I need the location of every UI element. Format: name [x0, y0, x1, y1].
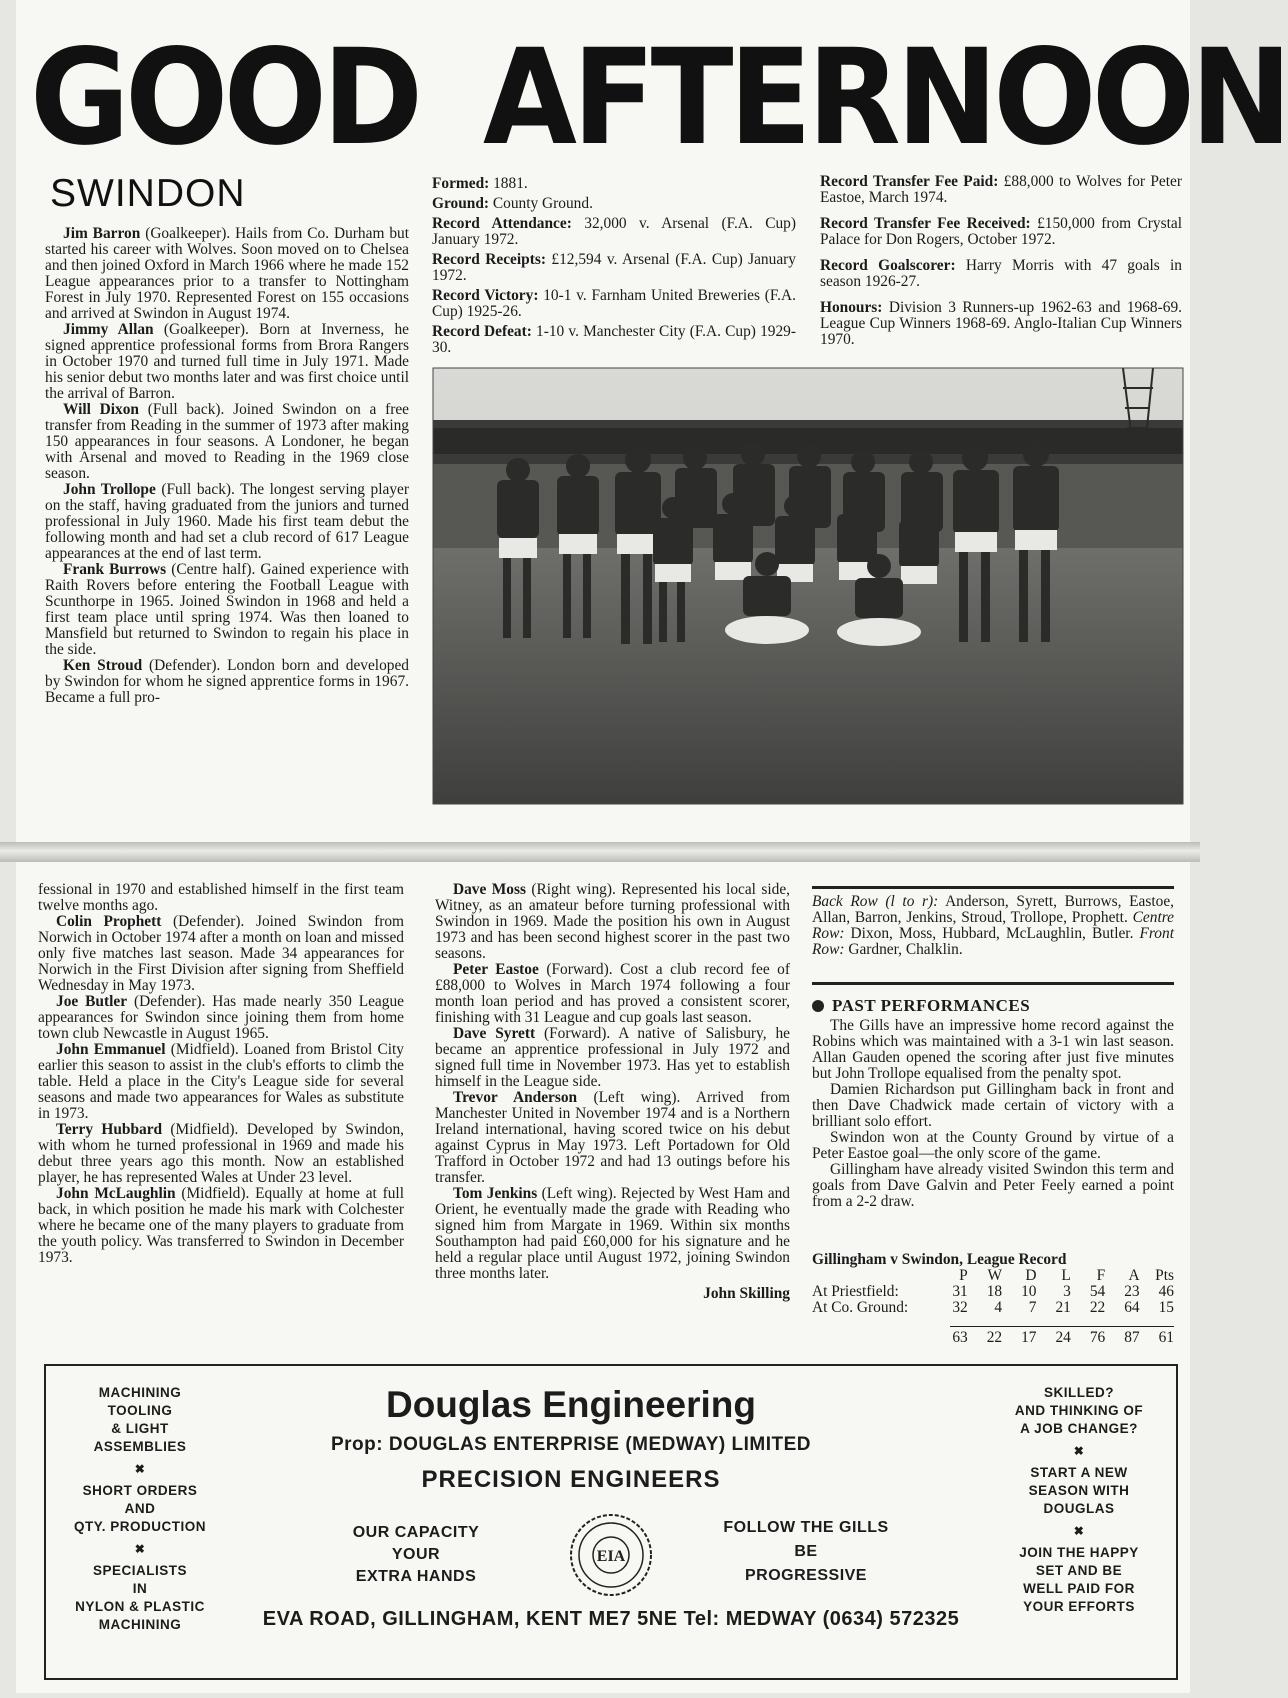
row-label: At Co. Ground:: [812, 1299, 909, 1316]
ad-services-list: [56, 1384, 224, 1634]
ad-line: BE: [794, 1543, 818, 1560]
player-entry: [38, 1042, 404, 1122]
player-entry: [435, 1026, 790, 1090]
past-performances-text: [812, 1018, 1174, 1210]
player-name: Ken Stroud: [63, 657, 143, 674]
player-name: John Trollope: [63, 481, 156, 498]
past-paragraph: Swindon won at the County Ground by virtue of a Peter Eastoe goal—the only score of the game.: [812, 1129, 1174, 1162]
ad-line: QTY. PRODUCTION: [73, 1519, 206, 1534]
record-label: Record Transfer Fee Received:: [820, 215, 1031, 232]
record-line: [820, 216, 1182, 248]
ad-line: DOUGLAS: [1043, 1501, 1115, 1516]
past-paragraph: Damien Richardson put Gillingham back in front and then Dave Chadwick made certain of victory with a brilliant solo effort.: [812, 1081, 1174, 1130]
headline: [30, 21, 1288, 175]
table-cell: 46: [1158, 1283, 1174, 1300]
caption-centre-names: Dixon, Moss, Hubbard, McLaughlin, Butler.: [844, 925, 1134, 942]
team-photo: [433, 368, 1183, 804]
row-label: At Priestfield:: [812, 1283, 899, 1300]
record-value: Division 3 Runners-up 1962-63 and 1968-69. League Cup Winners 1968-69. Anglo-Italian Cup Winners 1970.: [820, 299, 1182, 348]
player-bio: (Defender). London born and developed by Swindon for whom he signed apprentice forms in 1967. Became a full pro-: [45, 657, 409, 706]
players-column-2: [38, 882, 404, 1266]
player-bio: (Midfield). Developed by Swindon, with whom he turned professional in 1969 and made his debut three years ago this month. Now an established player, he has represented Wales at Under 23 level.: [38, 1121, 405, 1186]
player-bio: (Full back). Joined Swindon on a free transfer from Reading in the summer of 1973 after making 150 appearances in four seasons. A Londoner, he began with Arsenal and moved to Reading in the 1969 close season.: [45, 401, 409, 482]
ad-capacity-text: [316, 1522, 516, 1588]
total-cell: 76: [1089, 1329, 1106, 1346]
caption-rule-bottom: [812, 982, 1174, 985]
ad-follow-text: [706, 1516, 906, 1588]
player-name: Tom Jenkins: [453, 1185, 538, 1202]
player-bio: (Left wing). Rejected by West Ham and Orient, he eventually made the grade with Reading who signed him from Margate in 1969. Within six months Southampton had paid £60,000 for his signature and he held a regular place until August 1972, joining Swindon three months later.: [435, 1185, 790, 1282]
league-record-title: Gillingham v Swindon, League Record: [812, 1251, 1067, 1268]
totals-rule: [950, 1326, 1174, 1327]
author-byline: John Skilling: [703, 1285, 790, 1302]
ad-line: YOUR EFFORTS: [1023, 1599, 1135, 1614]
fact-value: 10-1 v. Farnham United Breweries (F.A. Cup) 1925-26.: [432, 287, 796, 320]
ad-line: MACHINING: [98, 1617, 182, 1632]
fact-line: [432, 176, 796, 192]
fact-value: County Ground.: [489, 195, 593, 212]
ad-line: NYLON & PLASTIC: [75, 1599, 205, 1614]
player-name: Will Dixon: [63, 401, 139, 418]
ad-address: EVA ROAD, GILLINGHAM, KENT ME7 5NE Tel: MEDWAY (0634) 572325: [262, 1608, 960, 1630]
fact-line: [432, 288, 796, 320]
ad-line: IN: [132, 1581, 148, 1596]
player-bio: (Right wing). Represented his local side, Witney, as an amateur before turning professional with Swindon in 1969. Made the position his own in August 1973 and has been second highest scorer in the past two seasons.: [435, 881, 790, 962]
player-bio: (Midfield). Loaned from Bristol City earlier this season to assist in the club's efforts to climb the table. Held a place in the City's League side for several seasons and made two appearances for Wales as substitute in 1973.: [38, 1041, 404, 1122]
player-entry: [435, 1186, 790, 1282]
ad-line: SHORT ORDERS: [82, 1483, 198, 1498]
player-name: John McLaughlin: [56, 1185, 176, 1202]
column-header: L: [1061, 1267, 1071, 1284]
player-entry: [38, 1122, 404, 1186]
table-cell: 21: [1055, 1299, 1071, 1316]
total-cell: 61: [1158, 1329, 1174, 1346]
ad-line: JOIN THE HAPPY: [1019, 1545, 1139, 1560]
table-header-row: [812, 1268, 1174, 1284]
player-entry: [45, 226, 409, 322]
ad-line: SEASON WITH: [1028, 1483, 1130, 1498]
record-value: £88,000 to Wolves for Peter Eastoe, March 1974.: [820, 173, 1182, 206]
fact-label: Record Victory:: [432, 287, 539, 304]
player-name: John Emmanuel: [56, 1041, 166, 1058]
ad-recruitment-list: [994, 1384, 1164, 1616]
record-line: [820, 258, 1182, 290]
table-cell: 18: [986, 1283, 1003, 1300]
player-bio: (Left wing). Arrived from Manchester United in November 1974 and is a Northern Ireland international, having scored twice on his debut against Cyprus in May 1973. Left Portadown for Old Trafford in October 1972 and had 13 outings before his transfer.: [435, 1089, 790, 1186]
caption-back-label: Back Row (l to r):: [812, 893, 939, 910]
table-cell: 10: [1021, 1283, 1037, 1300]
player-entry: [435, 1090, 790, 1186]
ad-line: EXTRA HANDS: [355, 1568, 477, 1585]
caption-rule-top: [812, 886, 1174, 889]
ad-line: & LIGHT: [111, 1421, 169, 1436]
table-row: [812, 1300, 1174, 1316]
player-bio: (Full back). The longest serving player on the staff, having graduated from the juniors and turned professional in July 1960. Made his first team debut the following month and had set a club record of 617 League appearances at the end of last term.: [45, 481, 409, 562]
total-cell: 17: [1021, 1329, 1037, 1346]
table-cell: 64: [1124, 1299, 1140, 1316]
total-cell: 63: [952, 1329, 968, 1346]
ad-line: SPECIALISTS: [92, 1563, 187, 1578]
ad-tagline: PRECISION ENGINEERS: [421, 1466, 721, 1493]
ad-line: AND: [124, 1501, 156, 1516]
player-name: Dave Syrett: [453, 1025, 536, 1042]
record-line: [820, 174, 1182, 206]
column-header: F: [1096, 1267, 1106, 1284]
ad-line: FOLLOW THE GILLS: [723, 1519, 889, 1536]
douglas-engineering-advert: [44, 1364, 1178, 1680]
table-row: [812, 1284, 1174, 1300]
column-header: A: [1128, 1267, 1140, 1284]
ad-line: SKILLED?: [1044, 1385, 1114, 1400]
player-name: Joe Butler: [56, 993, 128, 1010]
player-bio: (Goalkeeper). Born at Inverness, he signed apprentice professional forms from Brora Rangers in October 1970 and turned full time in July 1971. Made his senior debut two months later and was first choice until the arrival of Barron.: [45, 321, 409, 402]
page-fold: [0, 842, 1200, 862]
player-name: Colin Prophett: [56, 913, 162, 930]
fact-line: [432, 324, 796, 356]
ad-line: PROGRESSIVE: [745, 1567, 867, 1584]
record-value: £150,000 from Crystal Palace for Don Rogers, October 1972.: [820, 215, 1183, 248]
table-cell: 22: [1089, 1299, 1106, 1316]
player-bio: (Goalkeeper). Hails from Co. Durham but started his career with Wolves. Soon moved on to Chelsea and then joined Oxford in March 1966 where he made 152 League appearances prior to a transfer to Nottingham Forest in July 1970. Represented Forest on 155 occasions and arrived at Swindon in August 1974.: [45, 225, 409, 322]
ad-proprietor: Prop: DOUGLAS ENTERPRISE (MEDWAY) LIMITED: [330, 1434, 812, 1455]
total-cell: 24: [1055, 1329, 1071, 1346]
ad-brand-name: Douglas Engineering: [385, 1384, 757, 1425]
player-bio: (Defender). Joined Swindon from Norwich in October 1974 after a month on loan and missed only five matches last season. Made 34 appearances for Norwich in the First Division after signing from Sheffield Wednesday in May 1973.: [38, 913, 404, 994]
table-cell: 4: [994, 1299, 1003, 1316]
headline-word-2: AFTERNOON: [482, 21, 1288, 175]
ad-line: SET AND BE: [1035, 1563, 1123, 1578]
table-cell: 7: [1028, 1299, 1037, 1316]
league-record-table: [812, 1268, 1174, 1346]
caption-front-names: Gardner, Chalklin.: [844, 941, 963, 958]
player-entry: [38, 1186, 404, 1266]
past-paragraph: The Gills have an impressive home record against the Robins which was maintained with a 3-1 win last season. Allan Gauden opened the scoring after just five minutes but John Trollope equalised from the penalty spot.: [812, 1017, 1174, 1082]
player-name: Terry Hubbard: [56, 1121, 163, 1138]
column-header: W: [987, 1267, 1003, 1284]
player-name: Trevor Anderson: [453, 1089, 578, 1106]
ad-line: YOUR: [391, 1546, 441, 1563]
fact-label: Record Defeat:: [432, 323, 532, 340]
player-bio: (Forward). Cost a club record fee of £88,000 to Wolves in March 1974 following a four month loan period and has proved a consistent scorer, finishing with 31 League and cup goals last season.: [435, 961, 790, 1026]
league-record: [812, 1252, 1174, 1346]
player-name: Jim Barron: [63, 225, 141, 242]
ad-line: AND THINKING OF: [1014, 1403, 1144, 1418]
team-title: SWINDON: [50, 172, 246, 215]
past-performances-heading: [812, 996, 1030, 1016]
table-cell: 32: [952, 1299, 968, 1316]
fact-value: 1881.: [489, 175, 528, 192]
table-cell: 23: [1124, 1283, 1140, 1300]
table-cell: 15: [1158, 1299, 1174, 1316]
fact-label: Record Attendance:: [432, 215, 572, 232]
player-bio: (Defender). Has made nearly 350 League appearances for Swindon since joining them from home town club Newcastle in August 1965.: [38, 993, 404, 1042]
fact-label: Formed:: [432, 175, 490, 192]
player-entry: [45, 658, 409, 706]
players-column-1: [45, 226, 409, 706]
separator-icon: ✖: [134, 1542, 146, 1556]
player-entry: [45, 322, 409, 402]
player-entry: [435, 882, 790, 962]
bullet-icon: [812, 1000, 824, 1012]
player-entry: [45, 482, 409, 562]
separator-icon: ✖: [1073, 1524, 1085, 1538]
totals-row: [812, 1316, 1174, 1346]
ad-line: ASSEMBLIES: [93, 1439, 187, 1454]
players-column-3: [435, 882, 790, 1302]
player-bio: (Centre half). Gained experience with Raith Rovers before entering the Football League with Scunthorpe in 1965. Joined Swindon in 1968 and held a first team place until spring 1974. Was then loaned to Mansfield but returned to Swindon to regain his place in the side.: [45, 561, 409, 658]
ad-line: MACHINING: [98, 1385, 182, 1400]
record-label: Record Goalscorer:: [820, 257, 956, 274]
fact-line: [432, 216, 796, 248]
separator-icon: ✖: [1073, 1444, 1085, 1458]
player-name: Frank Burrows: [63, 561, 167, 578]
team-photo-illustration: [433, 368, 1183, 804]
ad-line: A JOB CHANGE?: [1020, 1421, 1138, 1436]
player-bio: (Midfield). Equally at home at full back, in which position he made his mark with Colchester where he became one of the many players to graduate from the youth policy. Was transferred to Swindon in December 1973.: [38, 1185, 404, 1266]
player-name: Jimmy Allan: [63, 321, 154, 338]
ad-line: WELL PAID FOR: [1023, 1581, 1135, 1596]
column-header: Pts: [1155, 1267, 1174, 1284]
club-facts: [432, 176, 796, 360]
fact-value: 32,000 v. Arsenal (F.A. Cup) January 1972.: [432, 215, 796, 248]
separator-icon: ✖: [134, 1462, 146, 1476]
fact-line: [432, 252, 796, 284]
past-performances-title: PAST PERFORMANCES: [832, 996, 1031, 1015]
table-cell: 54: [1089, 1283, 1106, 1300]
fact-label: Record Receipts:: [432, 251, 546, 268]
player-entry: [38, 914, 404, 994]
column-header: P: [959, 1267, 968, 1284]
ad-line: START A NEW: [1030, 1465, 1128, 1480]
past-paragraph: Gillingham have already visited Swindon this term and goals from Dave Galvin and Peter Feely earned a point from a 2-2 draw.: [812, 1161, 1174, 1210]
fact-label: Ground:: [432, 195, 490, 212]
ad-line: OUR CAPACITY: [352, 1524, 480, 1541]
club-records: [820, 174, 1182, 358]
caption-front-label: Front Row:: [812, 925, 1174, 958]
fact-line: [432, 196, 796, 212]
ad-line: TOOLING: [107, 1403, 173, 1418]
fact-value: £12,594 v. Arsenal (F.A. Cup) January 1972.: [432, 251, 796, 284]
player-entry: [45, 562, 409, 658]
player-bio: (Forward). A native of Salisbury, he became an apprentice professional in July 1972 and signed full time in November 1973. Has yet to establish himself in the League side.: [435, 1025, 790, 1090]
headline-word-1: GOOD: [30, 21, 419, 175]
table-cell: 3: [1063, 1283, 1071, 1300]
record-value: Harry Morris with 47 goals in season 1926-27.: [820, 257, 1182, 290]
player-entry: [45, 402, 409, 482]
record-label: Record Transfer Fee Paid:: [820, 173, 999, 190]
record-line: [820, 300, 1182, 348]
eia-logo-icon: [566, 1510, 656, 1600]
caption-back-names: Anderson, Syrett, Burrows, Eastoe, Allan, Barron, Jenkins, Stroud, Trollope, Prophett.: [812, 893, 1175, 926]
caption-centre-label: Centre Row:: [812, 909, 1174, 942]
column-header: D: [1025, 1267, 1037, 1284]
continuation-text: fessional in 1970 and established himself in the first team twelve months ago.: [38, 881, 404, 914]
total-cell: 87: [1124, 1329, 1140, 1346]
logo-letters: EIA: [596, 1548, 626, 1565]
record-label: Honours:: [820, 299, 883, 316]
player-entry: [435, 962, 790, 1026]
player-entry: [38, 994, 404, 1042]
photo-caption: [812, 894, 1174, 958]
player-name: Peter Eastoe: [453, 961, 539, 978]
player-name: Dave Moss: [453, 881, 526, 898]
total-cell: 22: [986, 1329, 1003, 1346]
table-cell: 31: [952, 1283, 968, 1300]
fact-value: 1-10 v. Manchester City (F.A. Cup) 1929-30.: [432, 323, 796, 356]
